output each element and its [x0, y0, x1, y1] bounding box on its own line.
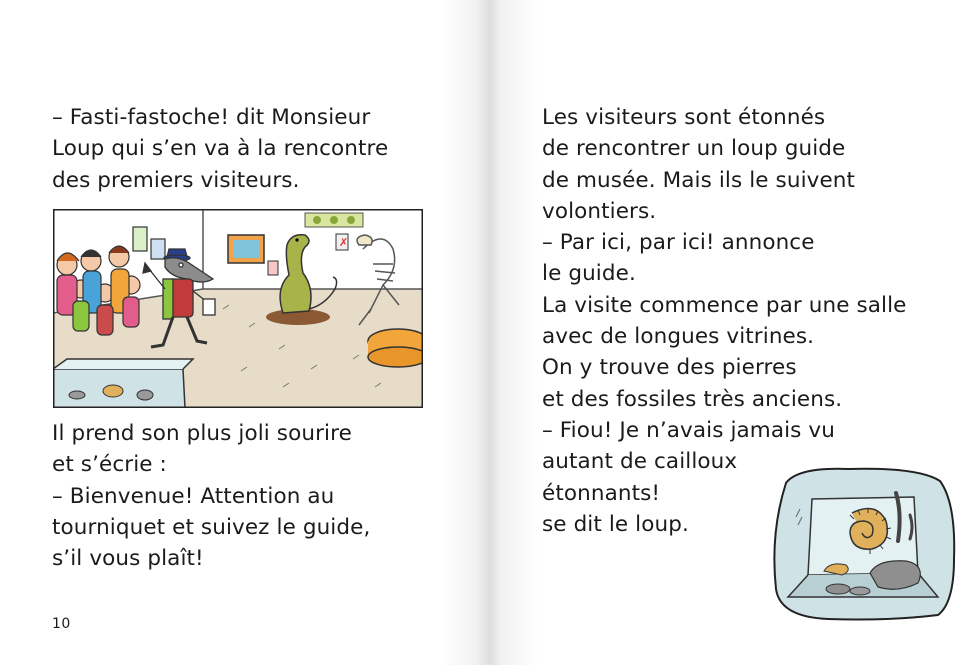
- text-line: La visite commence par une salle: [542, 292, 907, 318]
- text-line: tourniquet et suivez le guide,: [52, 514, 371, 540]
- left-paragraph-top: [52, 102, 388, 196]
- text-line: et s’écrie :: [52, 452, 167, 478]
- text-line: de rencontrer un loup guide: [542, 136, 846, 162]
- text-line: autant de cailloux: [542, 449, 738, 475]
- text-line: étonnants!: [542, 480, 661, 506]
- text-line: et des fossiles très anciens.: [542, 386, 843, 412]
- text-line: se dit le loup.: [542, 511, 689, 537]
- page-number: 10: [52, 616, 71, 632]
- text-line: Il prend son plus joli sourire: [52, 421, 352, 446]
- text-line: On y trouve des pierres: [542, 355, 797, 381]
- text-line: Loup qui s’en va à la rencontre: [52, 136, 389, 162]
- text-line: – Bienvenue! Attention au: [52, 483, 335, 509]
- left-paragraph-bottom: [52, 418, 370, 574]
- text-line: volontiers.: [542, 198, 657, 224]
- text-line: Les visiteurs sont étonnés: [542, 105, 826, 130]
- x-sign-icon: ✗: [339, 236, 349, 249]
- text-line: le guide.: [542, 261, 636, 287]
- text-line: des premiers visiteurs.: [52, 167, 300, 193]
- book-gutter: [440, 0, 540, 665]
- fossil-showcase-illustration: [768, 463, 958, 623]
- text-line: avec de longues vitrines.: [542, 324, 815, 350]
- text-line: de musée. Mais ils le suivent: [542, 167, 856, 193]
- text-line: – Fiou! Je n’avais jamais vu: [542, 417, 835, 443]
- text-line: s’il vous plaît!: [52, 546, 204, 572]
- text-line: – Par ici, par ici! annonce: [542, 230, 815, 256]
- text-line: – Fasti-fastoche! dit Monsieur: [52, 105, 371, 130]
- museum-illustration: [53, 209, 423, 408]
